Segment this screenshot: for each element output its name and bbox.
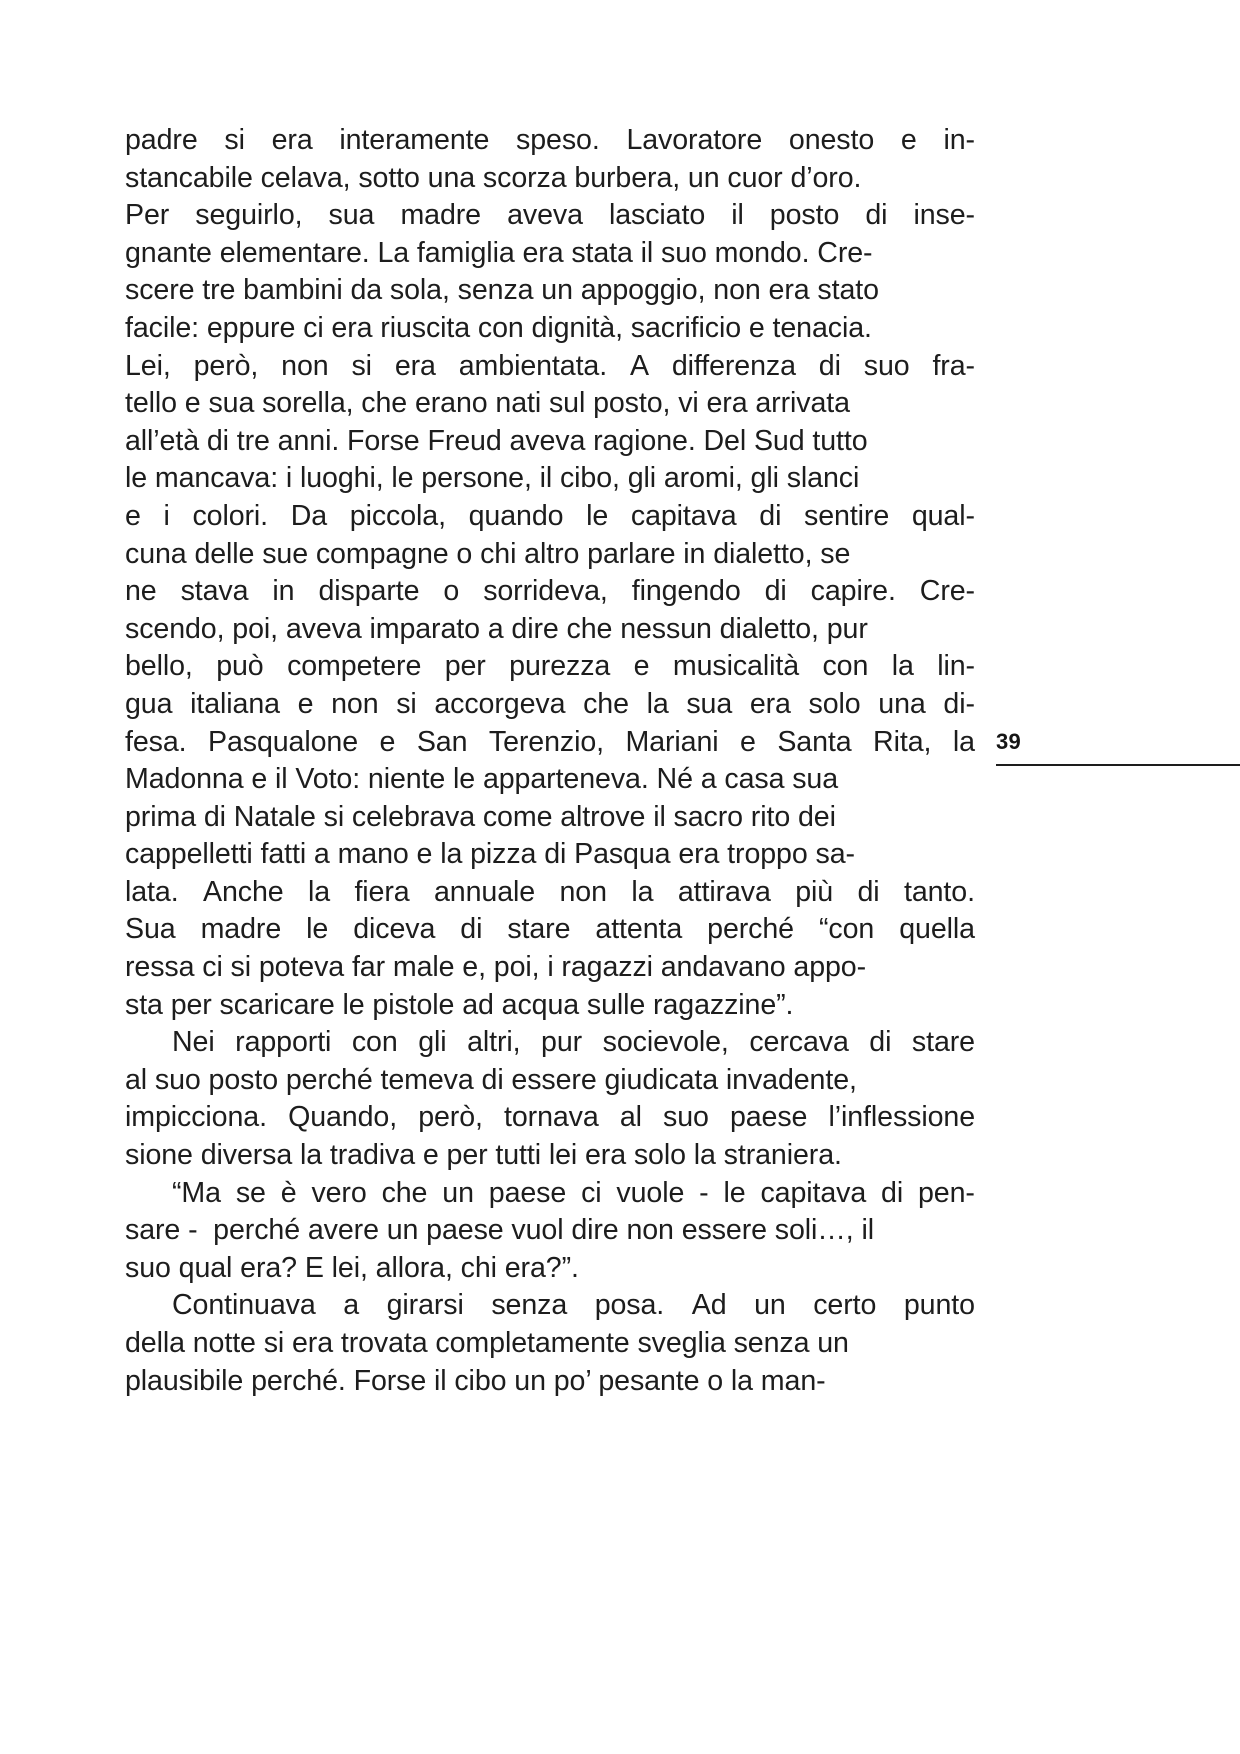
- text-word: “Ma: [172, 1176, 221, 1209]
- text-word: solo: [808, 687, 861, 720]
- text-line: [125, 1024, 975, 1062]
- text-word: capire.: [810, 575, 896, 608]
- text-word: in-: [943, 124, 975, 156]
- text-line: [125, 348, 975, 386]
- text-word: la: [631, 875, 654, 908]
- paragraph-4: [125, 1287, 975, 1400]
- text-word: attenta: [595, 913, 683, 946]
- text-word: se: [235, 1176, 266, 1209]
- text-word: Lei,: [125, 349, 171, 382]
- text-word: musicalità: [672, 650, 800, 683]
- text-word: impicciona.: [125, 1101, 267, 1134]
- text-word: di: [869, 1026, 892, 1059]
- text-word: tanto.: [903, 875, 975, 908]
- text-word: di: [857, 875, 880, 908]
- text-word: cercava: [749, 1026, 849, 1059]
- text-word: Quando,: [288, 1101, 398, 1134]
- text-word: Rita,: [873, 725, 932, 758]
- text-line: ressa ci si poteva far male e, poi, i ragazzi andavano appo-: [125, 951, 867, 984]
- text-word: è: [280, 1176, 297, 1209]
- text-word: lasciato: [608, 199, 706, 232]
- text-word: paese: [729, 1101, 808, 1134]
- text-line: [125, 686, 975, 724]
- text-word: di: [764, 575, 787, 608]
- text-word: di: [759, 499, 782, 532]
- text-word: le: [306, 913, 329, 946]
- text-word: che: [381, 1176, 428, 1209]
- text-word: lata.: [125, 875, 179, 908]
- text-word: quando: [468, 499, 564, 532]
- text-word: non: [331, 687, 379, 720]
- text-word: annuale: [434, 875, 536, 908]
- text-word: può: [216, 650, 264, 683]
- text-word: o: [443, 575, 460, 608]
- text-word: vuole: [616, 1176, 685, 1209]
- page-number: 39: [996, 729, 1022, 754]
- text-word: girarsi: [386, 1289, 464, 1322]
- text-word: tornava: [504, 1101, 599, 1134]
- text-word: sentire: [804, 499, 890, 532]
- text-word: Per: [125, 199, 170, 232]
- text-word: capitava: [760, 1176, 867, 1209]
- text-word: stare: [911, 1026, 975, 1059]
- text-word: Pasqualone: [207, 725, 359, 758]
- paragraph-3: [125, 1175, 975, 1288]
- text-line: [125, 197, 975, 235]
- text-word: vero: [311, 1176, 367, 1209]
- text-word: piccola,: [349, 499, 446, 532]
- text-word: sorrideva,: [483, 575, 608, 608]
- text-word: e: [633, 650, 650, 683]
- text-line: della notte si era trovata completamente sveglia senza un: [125, 1327, 849, 1359]
- text-word: Terenzio,: [488, 725, 604, 758]
- text-word: Santa: [777, 725, 852, 758]
- text-line: cuna delle sue compagne o chi altro parlare in dialetto, se: [125, 537, 851, 570]
- text-word: più: [795, 875, 834, 908]
- text-word: con: [351, 1026, 398, 1059]
- text-word: italiana: [190, 687, 280, 720]
- text-word: la: [952, 725, 975, 758]
- text-word: perché: [707, 913, 794, 946]
- text-word: di: [818, 349, 841, 382]
- text-word: A: [629, 349, 649, 382]
- text-word: stava: [180, 575, 249, 608]
- text-word: Anche: [202, 875, 284, 908]
- text-word: differenza: [671, 349, 796, 382]
- text-word: Cre-: [919, 575, 975, 608]
- text-word: e: [297, 687, 314, 720]
- text-word: era: [271, 124, 313, 156]
- text-word: un: [442, 1176, 474, 1209]
- text-line: [125, 874, 975, 912]
- text-word: “con: [819, 913, 875, 946]
- text-word: Ad: [691, 1289, 727, 1322]
- text-line: Madonna e il Voto: niente le apparteneva. Né a casa sua: [125, 763, 839, 796]
- text-word: altri,: [467, 1026, 521, 1059]
- text-word: lin-: [937, 650, 975, 683]
- text-word: fesa.: [125, 725, 187, 758]
- text-word: San: [416, 725, 468, 758]
- text-word: di-: [943, 687, 975, 720]
- text-word: era: [749, 687, 791, 720]
- text-word: inse-: [913, 199, 975, 232]
- text-word: ne: [125, 575, 157, 608]
- text-word: si: [351, 349, 372, 382]
- text-word: si: [396, 687, 417, 720]
- text-line: [125, 1175, 975, 1213]
- text-word: fra-: [932, 349, 975, 382]
- text-word: la: [891, 650, 914, 683]
- text-word: certo: [813, 1289, 877, 1322]
- text-word: in: [272, 575, 295, 608]
- text-word: e: [900, 124, 917, 156]
- text-word: il: [731, 199, 744, 232]
- text-word: le: [586, 499, 609, 532]
- text-line: gnante elementare. La famiglia era stata il suo mondo. Cre-: [125, 236, 873, 269]
- text-word: madre: [200, 913, 282, 946]
- text-line: suo qual era? E lei, allora, chi era?”.: [125, 1251, 579, 1284]
- text-word: capitava: [630, 499, 737, 532]
- text-word: gua: [125, 687, 173, 720]
- text-line: stancabile celava, sotto una scorza burbera, un cuor d’oro.: [125, 161, 862, 194]
- text-line: [125, 911, 975, 949]
- text-word: le: [723, 1176, 746, 1209]
- text-word: senza: [491, 1289, 568, 1322]
- text-word: non: [559, 875, 607, 908]
- text-word: Da: [290, 499, 328, 532]
- text-word: sua: [328, 199, 375, 232]
- text-word: ambientata.: [458, 349, 608, 382]
- text-word: diceva: [353, 913, 436, 946]
- text-word: sua: [686, 687, 733, 720]
- text-line: scendo, poi, aveva imparato a dire che nessun dialetto, pur: [125, 612, 868, 645]
- text-word: stare: [507, 913, 571, 946]
- text-word: di: [881, 1176, 904, 1209]
- text-word: però,: [418, 1101, 483, 1134]
- text-word: aveva: [507, 199, 583, 232]
- text-line: facile: eppure ci era riuscita con dignità, sacrificio e tenacia.: [125, 311, 872, 344]
- text-word: per: [444, 650, 486, 683]
- text-word: purezza: [509, 650, 611, 683]
- text-line: sare - perché avere un paese vuol dire non essere soli…, il: [125, 1214, 874, 1247]
- text-word: e: [379, 725, 396, 758]
- text-word: di: [460, 913, 483, 946]
- text-word: -: [699, 1176, 709, 1209]
- text-word: accorgeva: [434, 687, 566, 720]
- text-word: però,: [193, 349, 259, 382]
- text-word: paese: [488, 1176, 567, 1209]
- text-word: Mariani: [625, 725, 719, 758]
- text-word: ci: [581, 1176, 602, 1209]
- text-word: padre: [125, 124, 198, 156]
- text-line: [125, 573, 975, 611]
- text-word: suo: [863, 349, 910, 382]
- text-line: tello e sua sorella, che erano nati sul posto, vi era arrivata: [125, 387, 850, 420]
- text-line: sta per scaricare le pistole ad acqua sulle ragazzine”.: [125, 988, 794, 1021]
- body-text-column: [125, 122, 975, 1400]
- text-word: socievole,: [602, 1026, 729, 1059]
- text-word: non: [281, 349, 329, 382]
- text-word: fiera: [354, 875, 410, 908]
- text-word: madre: [400, 199, 481, 232]
- text-word: Sua: [125, 913, 176, 946]
- text-line: [125, 648, 975, 686]
- text-word: speso.: [516, 124, 600, 156]
- text-word: rapporti: [235, 1026, 332, 1059]
- text-word: pen-: [918, 1176, 975, 1209]
- text-word: si: [224, 124, 245, 156]
- folio-rule: [996, 764, 1240, 766]
- text-line: scere tre bambini da sola, senza un appoggio, non era stato: [125, 274, 879, 307]
- text-word: e: [740, 725, 756, 758]
- text-word: Nei: [172, 1026, 215, 1059]
- text-word: attirava: [677, 875, 771, 908]
- text-word: seguirlo,: [195, 199, 303, 232]
- text-word: posa.: [594, 1289, 665, 1322]
- text-word: interamente: [339, 124, 490, 156]
- text-word: suo: [663, 1101, 709, 1134]
- text-line: prima di Natale si celebrava come altrove il sacro rito dei: [125, 800, 836, 833]
- text-word: punto: [903, 1289, 975, 1322]
- text-word: onesto: [788, 124, 875, 156]
- text-word: Lavoratore: [626, 124, 763, 156]
- text-word: un: [754, 1289, 786, 1322]
- paragraph-2: [125, 1024, 975, 1174]
- folio: [996, 729, 1240, 777]
- text-word: l’inflessione: [828, 1101, 975, 1134]
- text-line: sione diversa la tradiva e per tutti lei era solo la straniera.: [125, 1139, 842, 1172]
- text-word: i: [163, 499, 170, 532]
- text-line: [125, 1287, 975, 1325]
- text-word: disparte: [318, 575, 420, 608]
- text-word: posto: [769, 199, 840, 232]
- paragraph-1: [125, 122, 975, 1024]
- text-word: a: [343, 1289, 360, 1322]
- text-word: competere: [287, 650, 422, 683]
- text-line: le mancava: i luoghi, le persone, il cibo, gli aromi, gli slanci: [125, 462, 860, 495]
- text-line: all’età di tre anni. Forse Freud aveva ragione. Del Sud tutto: [125, 424, 868, 457]
- text-word: con: [822, 650, 869, 683]
- text-line: [125, 1099, 975, 1137]
- text-line: [125, 122, 975, 160]
- text-word: di: [865, 199, 888, 232]
- text-word: e: [125, 499, 141, 532]
- text-word: gli: [418, 1026, 447, 1059]
- text-word: pur: [541, 1026, 583, 1059]
- text-word: che: [583, 687, 629, 720]
- text-word: la: [646, 687, 669, 720]
- text-line: cappelletti fatti a mano e la pizza di Pasqua era troppo sa-: [125, 838, 855, 871]
- text-word: qual-: [911, 499, 975, 532]
- text-word: bello,: [125, 650, 193, 683]
- text-word: al: [619, 1101, 642, 1134]
- text-line: [125, 724, 975, 762]
- text-word: quella: [899, 913, 975, 946]
- text-word: Continuava: [172, 1289, 316, 1322]
- text-word: una: [878, 687, 926, 720]
- text-line: plausibile perché. Forse il cibo un po’ pesante o la man-: [125, 1364, 826, 1397]
- text-word: era: [394, 349, 436, 382]
- text-line: al suo posto perché temeva di essere giudicata invadente,: [125, 1063, 857, 1096]
- text-word: la: [307, 875, 331, 908]
- text-line: [125, 498, 975, 536]
- text-word: colori.: [192, 499, 269, 532]
- text-word: fingendo: [631, 575, 741, 608]
